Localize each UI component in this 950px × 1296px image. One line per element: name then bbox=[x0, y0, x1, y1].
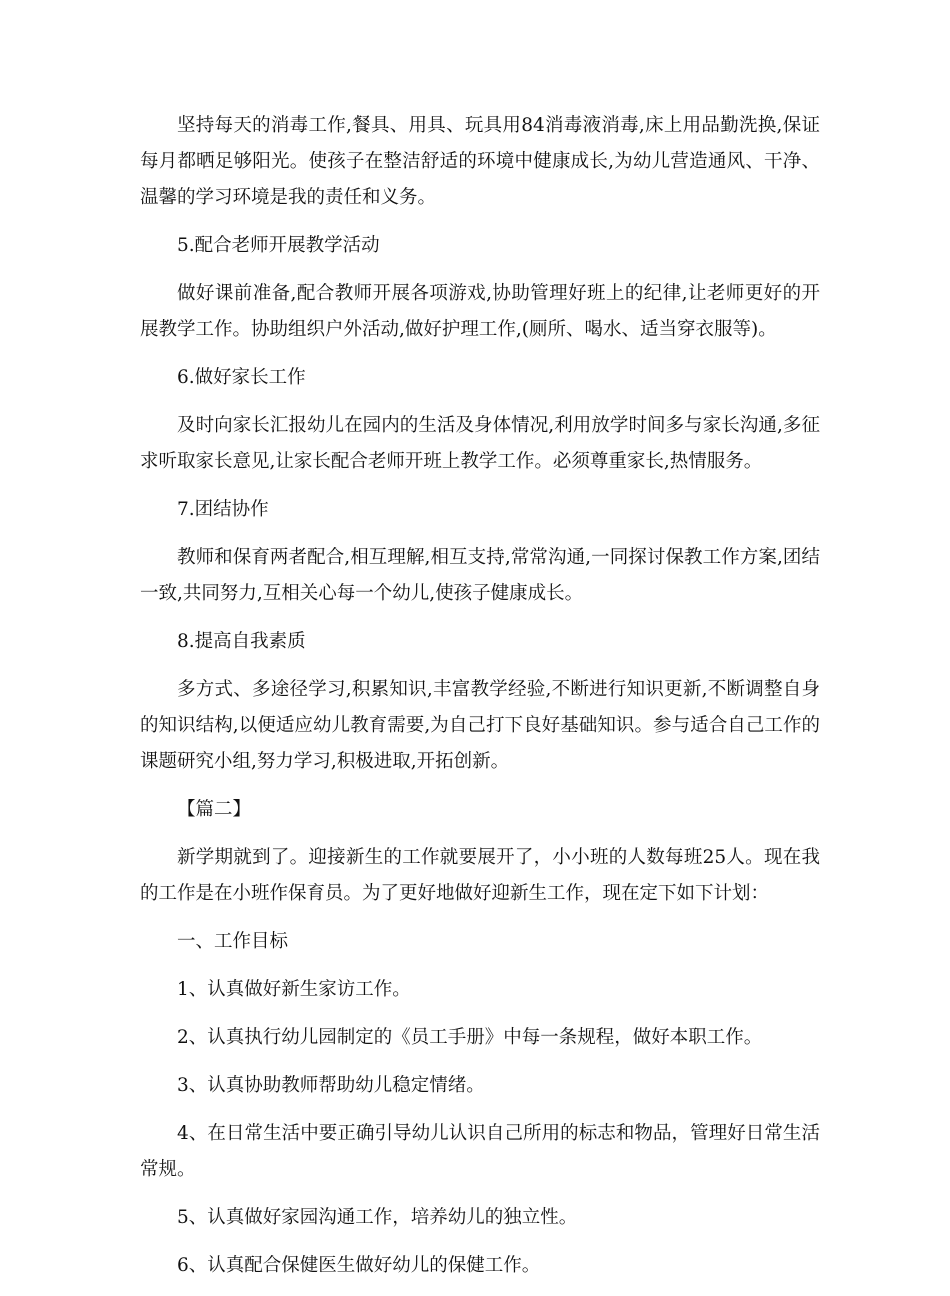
paragraph: 坚持每天的消毒工作,餐具、用具、玩具用84消毒液消毒,床上用品勤洗换,保证每月都晒足够阳光。使孩子在整洁舒适的环境中健康成长,为幼儿营造通风、干净、温馨的学习环境是我的责任和义务。 bbox=[140, 115, 820, 208]
list-item: 4、在日常生活中要正确引导幼儿认识自己所用的标志和物品，管理好日常生活常规。 bbox=[140, 1123, 820, 1180]
paragraph: 教师和保育两者配合,相互理解,相互支持,常常沟通,一同探讨保教工作方案,团结一致,共同努力,互相关心每一个幼儿,使孩子健康成长。 bbox=[140, 547, 820, 604]
section-heading: 一、工作目标 bbox=[177, 931, 289, 952]
list-item: 3、认真协助教师帮助幼儿稳定情绪。 bbox=[177, 1075, 485, 1096]
section-heading: 7.团结协作 bbox=[177, 499, 269, 520]
paragraph: 及时向家长汇报幼儿在园内的生活及身体情况,利用放学时间多与家长沟通,多征求听取家长意见,让家长配合老师开班上教学工作。必须尊重家长,热情服务。 bbox=[140, 415, 820, 472]
list-item: 5、认真做好家园沟通工作，培养幼儿的独立性。 bbox=[177, 1207, 578, 1228]
list-item: 6、认真配合保健医生做好幼儿的保健工作。 bbox=[177, 1255, 541, 1276]
list-item: 1、认真做好新生家访工作。 bbox=[177, 979, 411, 1000]
section-heading: 6.做好家长工作 bbox=[177, 367, 306, 388]
paragraph: 多方式、多途径学习,积累知识,丰富教学经验,不断进行知识更新,不断调整自身的知识结构,以便适应幼儿教育需要,为自己打下良好基础知识。参与适合自己工作的课题研究小组,努力学习,积极进取,开拓创新。 bbox=[140, 679, 820, 772]
section-heading: 5.配合老师开展教学活动 bbox=[177, 235, 380, 256]
list-item: 2、认真执行幼儿园制定的《员工手册》中每一条规程，做好本职工作。 bbox=[177, 1027, 763, 1048]
part-heading: 【篇二】 bbox=[177, 799, 252, 820]
paragraph: 新学期就到了。迎接新生的工作就要展开了，小小班的人数每班25人。现在我的工作是在小班作保育员。为了更好地做好迎新生工作，现在定下如下计划： bbox=[140, 847, 820, 904]
document-page bbox=[140, 108, 820, 1296]
section-heading: 8.提高自我素质 bbox=[177, 631, 306, 652]
paragraph: 做好课前准备,配合教师开展各项游戏,协助管理好班上的纪律,让老师更好的开展教学工作。协助组织户外活动,做好护理工作,(厕所、喝水、适当穿衣服等)。 bbox=[140, 283, 820, 340]
